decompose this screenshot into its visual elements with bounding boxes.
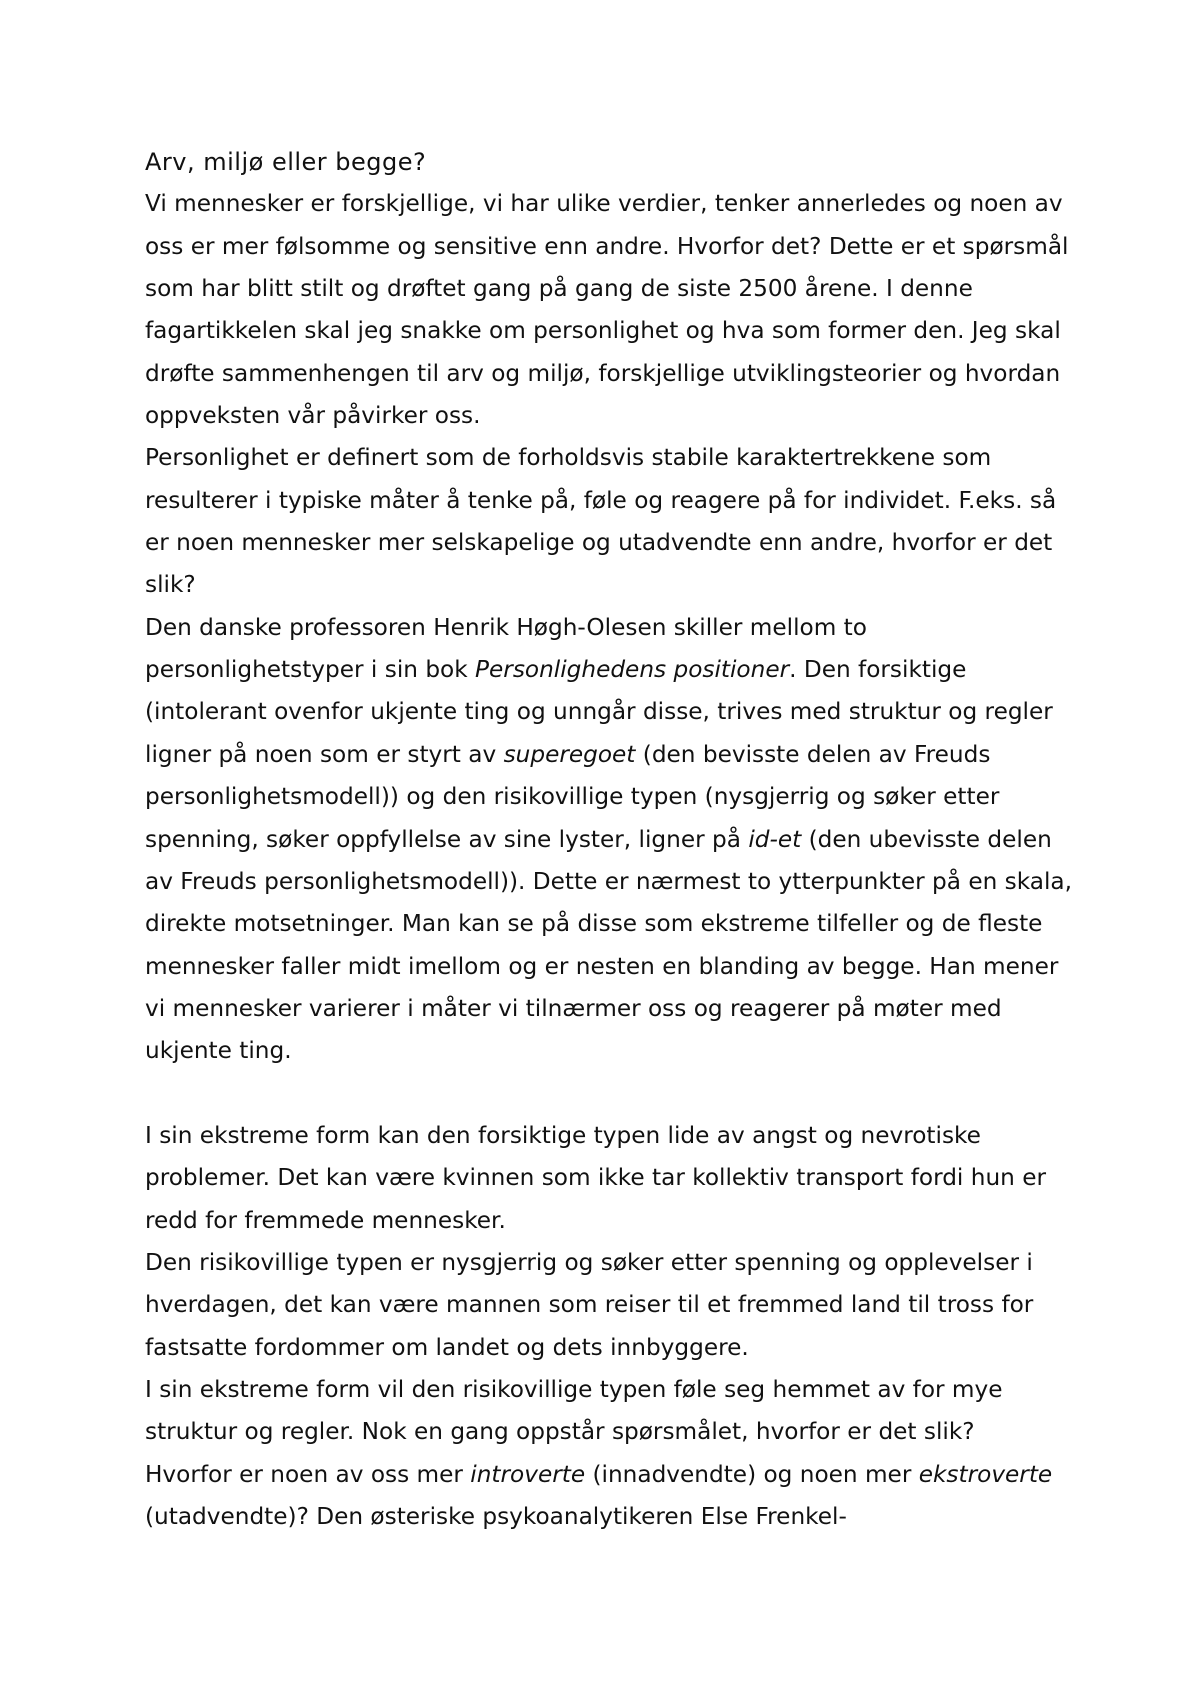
paragraph-introduction: Vi mennesker er forskjellige, vi har ulike verdier, tenker annerledes og noen av oss er mer følsomme og sensitive enn andre. Hvorfor det? Dette er et spørsmål som har blitt stilt og drøftet gang på gang de siste 2500 årene. I denne fagartikkelen skal jeg snakke om personlighet og hva som former den. Jeg skal drøfte sammenhengen til arv og miljø, forskjellige utviklingsteorier og hvordan oppveksten vår påvirker oss. xyxy=(145,190,1069,430)
book-title: Personlighedens positioner xyxy=(475,656,790,684)
text-run: (utadvendte)? Den østeriske psykoanalytikeren Else Frenkel- xyxy=(145,1503,847,1530)
paragraph-personality-definition: Personlighet er definert som de forholdsvis stabile karaktertrekkene som resulterer i typiske måter å tenke på, føle og reagere på for individet. F.eks. så er noen mennesker mer selskapelige og utadvendte enn andre, hvorfor er det slik? xyxy=(145,444,1057,599)
term-introverte: introverte xyxy=(470,1460,586,1488)
text-run: (den ubevisste delen av Freuds personlighetsmodell)). Dette er nærmest to ytterpunkter på en skala, direkte motsetninger. Man kan se på disse som ekstreme tilfeller og de fleste mennesker faller midt imellom og er nesten en blanding av begge. Han mener vi mennesker varierer i måter vi tilnærmer oss og reagerer på møter med ukjente ting. xyxy=(145,825,1073,1065)
paragraph-cautious-extreme: I sin ekstreme form kan den forsiktige typen lide av angst og nevrotiske problemer. Det kan være kvinnen som ikke tar kollektiv transport fordi hun er redd for fremmede mennesker. xyxy=(145,1121,1047,1234)
text-run: (den bevisste delen av Freuds personlighetsmodell)) og den risikovillige typen (nysgjerrig og søker etter spenning, søker oppfyllelse av sine lyster, ligner på xyxy=(145,740,1000,853)
paragraph-spacer xyxy=(145,1073,1075,1115)
term-ekstroverte: ekstroverte xyxy=(918,1460,1053,1488)
paragraph-risk-taker: Den risikovillige typen er nysgjerrig og søker etter spenning og opplevelser i hverdagen, det kan være mannen som reiser til et fremmed land til tross for fastsatte fordommer om landet og dets innbyggere. xyxy=(145,1248,1034,1361)
text-run: Hvorfor er noen av oss mer xyxy=(145,1460,471,1488)
term-id: id-et xyxy=(748,825,802,853)
term-superego: superegoet xyxy=(503,740,636,768)
text-run: (innadvendte) og noen mer xyxy=(585,1460,919,1488)
paragraph-personality-types xyxy=(145,607,1075,1073)
text-run: Den danske professoren Henrik Høgh-Olesen skiller mellom to personlighetstyper i sin bok xyxy=(145,613,867,684)
document-body xyxy=(145,141,1075,1538)
paragraph-risk-taker-extreme: I sin ekstreme form vil den risikovillige typen føle seg hemmet av for mye struktur og regler. Nok en gang oppstår spørsmålet, hvorfor er det slik? xyxy=(145,1375,1003,1446)
paragraph-introvert-extrovert xyxy=(145,1454,1075,1539)
document-title: Arv, miljø eller begge? xyxy=(145,148,427,176)
text-run: . Den forsiktige (intolerant ovenfor ukjente ting og unngår disse, trives med struktur og regler ligner på noen som er styrt av xyxy=(145,656,1053,768)
